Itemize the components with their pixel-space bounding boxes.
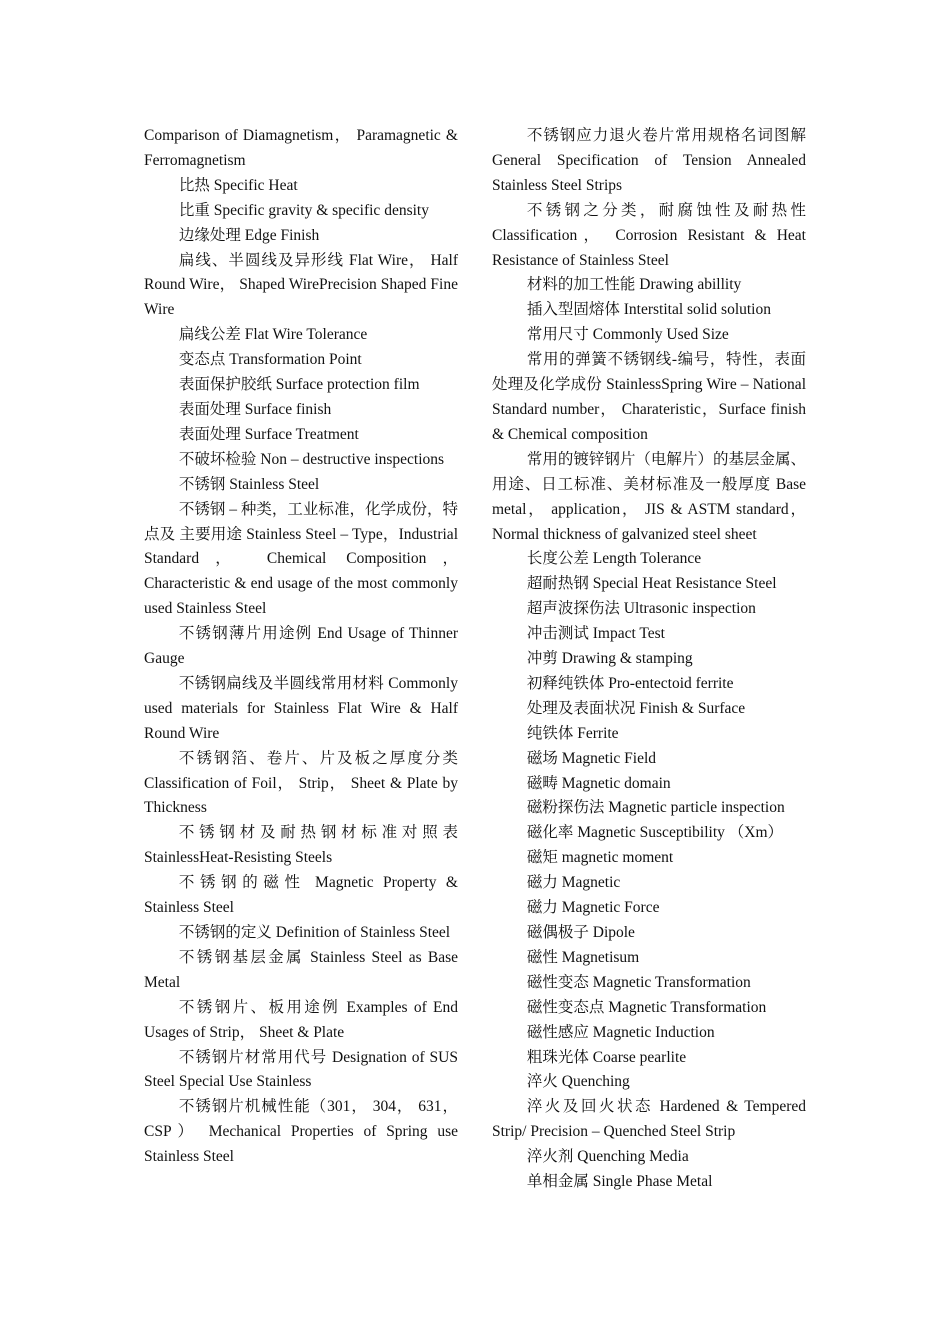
glossary-entry: 不锈钢的磁性 Magnetic Property & Stainless Steel: [144, 874, 458, 917]
glossary-entry: 磁偶极子 Dipole: [526, 924, 635, 941]
glossary-entry: 不锈钢 – 种类，工业标准，化学成份，特点及 主要用途 Stainless Steel – Type，Industrial Standard， Chemical Composition，Characteristic & end usage of the most commonly used Stainless Steel: [144, 500, 458, 618]
glossary-entry: 淬火 Quenching: [526, 1073, 630, 1091]
glossary-entry: 不锈钢材及耐热钢材标准对照表 StainlessHeat-Resisting Steels: [144, 824, 458, 867]
glossary-entry: 不锈钢薄片用途例 End Usage of Thinner Gauge: [144, 625, 458, 668]
glossary-entry: 超耐热钢 Special Heat Resistance Steel: [526, 575, 777, 593]
glossary-entry: 常用尺寸 Commonly Used Size: [526, 326, 729, 344]
glossary-entry: 常用的镀锌钢片（电解片）的基层金属、用途、日工标准、美材标准及一般厚度 Base metal， application， JIS & ASTM standard，Normal thickness of galvanized steel sheet: [492, 450, 806, 543]
glossary-entry: 不锈钢箔、卷片、片及板之厚度分类 Classification of Foil， Strip， Sheet & Plate by Thickness: [144, 749, 458, 817]
glossary-entry: 初释纯铁体 Pro-entectoid ferrite: [526, 674, 734, 692]
glossary-entry: 磁性变态 Magnetic Transformation: [526, 973, 751, 991]
glossary-entry: 磁性变态点 Magnetic Transformation: [526, 998, 767, 1016]
glossary-entry: 粗珠光体 Coarse pearlite: [526, 1048, 687, 1066]
glossary-entry: 超声波探伤法 Ultrasonic inspection: [526, 600, 756, 618]
glossary-entry: 比热 Specific Heat: [178, 176, 298, 194]
glossary-entry: 磁粉探伤法 Magnetic particle inspection: [526, 799, 785, 817]
glossary-entry: 磁畴 Magnetic domain: [526, 774, 671, 792]
glossary-entry: 磁矩 magnetic moment: [526, 849, 674, 867]
glossary-entry: 不锈钢 Stainless Steel: [178, 475, 320, 493]
glossary-entry: 比重 Specific gravity & specific density: [178, 201, 429, 219]
glossary-entry: 磁力 Magnetic Force: [526, 899, 660, 917]
glossary-entry: 单相金属 Single Phase Metal: [526, 1173, 713, 1191]
glossary-entry: 长度公差 Length Tolerance: [526, 550, 702, 568]
glossary-entry: 冲击测试 Impact Test: [526, 625, 665, 643]
glossary-entry: 淬火剂 Quenching Media: [526, 1148, 689, 1166]
glossary-entry: 磁化率 Magnetic Susceptibility （Xm）: [526, 824, 784, 842]
right-column: [492, 124, 806, 1195]
glossary-entry: 插入型固熔体 Interstital solid solution: [526, 301, 771, 319]
glossary-entry: 边缘处理 Edge Finish: [178, 226, 320, 244]
glossary-entry: Comparison of Diamagnetism， Paramagnetic & Ferromagnetism: [144, 127, 458, 169]
glossary-entry: 不锈钢扁线及半圆线常用材料 Commonly used materials for Stainless Flat Wire & Half Round Wire: [144, 674, 458, 742]
glossary-entry: 不锈钢基层金属 Stainless Steel as Base Metal: [144, 948, 458, 991]
glossary-entry: 不锈钢的定义 Definition of Stainless Steel: [178, 924, 451, 941]
glossary-entry: 淬火及回火状态 Hardened & Tempered Strip/ Precision – Quenched Steel Strip: [492, 1098, 806, 1141]
glossary-entry: 纯铁体 Ferrite: [526, 724, 619, 742]
glossary-entry: 常用的弹簧不锈钢线-编号，特性，表面处理及化学成份 StainlessSpring Wire – National Standard number， Charateristic，Surface finish & Chemical composition: [492, 351, 806, 443]
glossary-entry: 不锈钢应力退火卷片常用规格名词图解 General Specification of Tension Annealed Stainless Steel Strips: [492, 127, 806, 194]
glossary-entry: 处理及表面状况 Finish & Surface: [526, 699, 746, 717]
glossary-entry: 磁力 Magnetic: [526, 874, 621, 892]
glossary-entry: 磁性 Magnetisum: [526, 948, 640, 966]
glossary-entry: 不锈钢片、板用途例 Examples of End Usages of Strip， Sheet & Plate: [144, 998, 458, 1041]
glossary-entry: 磁场 Magnetic Field: [526, 749, 657, 767]
glossary-entry: 不锈钢片机械性能（301， 304， 631， CSP） Mechanical Properties of Spring use Stainless Steel: [144, 1098, 458, 1166]
glossary-entry: 冲剪 Drawing & stamping: [526, 650, 693, 668]
glossary-entry: 不破坏检验 Non – destructive inspections: [178, 450, 445, 468]
glossary-entry: 扁线、半圆线及异形线 Flat Wire， Half Round Wire， Shaped WirePrecision Shaped Fine Wire: [144, 251, 458, 319]
glossary-entry: 不锈钢之分类，耐腐蚀性及耐热性 Classification， Corrosion Resistant & Heat Resistance of Stainless Steel: [492, 201, 806, 269]
glossary-entry: 表面处理 Surface finish: [178, 400, 332, 418]
glossary-entry: 表面处理 Surface Treatment: [178, 425, 359, 443]
glossary-entry: 材料的加工性能 Drawing abillity: [526, 276, 742, 294]
glossary-entry: 不锈钢片材常用代号 Designation of SUS Steel Special Use Stainless: [144, 1048, 458, 1091]
glossary-entry: 磁性感应 Magnetic Induction: [526, 1023, 715, 1041]
glossary-entry: 扁线公差 Flat Wire Tolerance: [178, 326, 368, 344]
glossary-entry: 表面保护胶纸 Surface protection film: [178, 376, 420, 394]
left-column: [144, 124, 458, 1170]
glossary-entry: 变态点 Transformation Point: [178, 351, 362, 369]
